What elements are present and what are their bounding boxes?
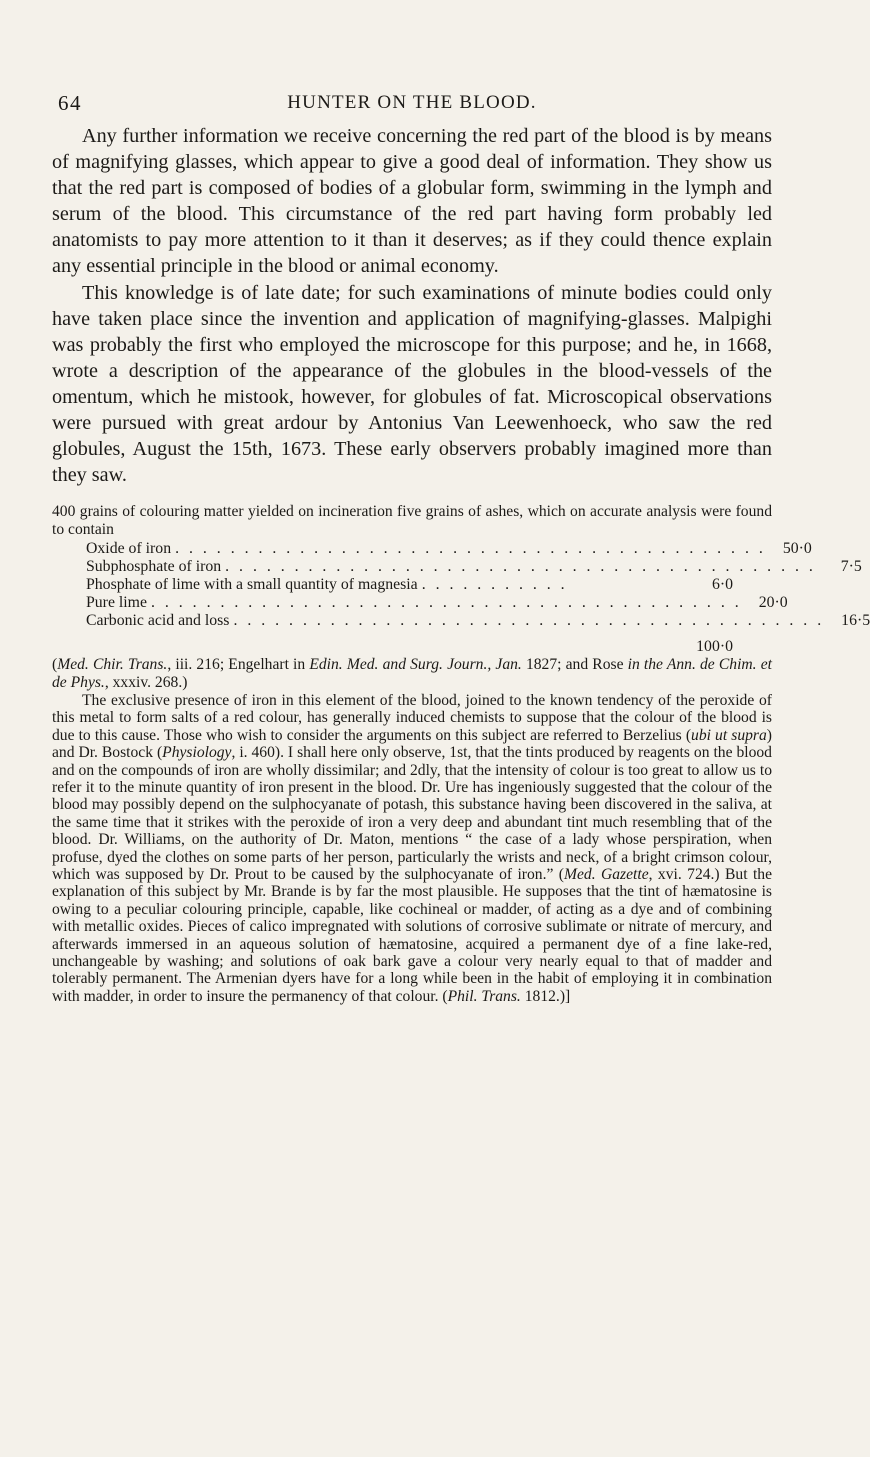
leader-dots: . . . . . . . . . . . . . . . . . . . . . . . . . . . . . . . . . . . . . . . . . . . <box>175 540 766 558</box>
analysis-value: 16·5 <box>841 612 870 630</box>
main-text <box>52 123 772 488</box>
footnote-references <box>52 656 772 691</box>
book-page <box>0 82 870 1457</box>
footnote-intro: 400 grains of colouring matter yielded on incineration five grains of ashes, which on accurate analysis were found to contain <box>52 503 772 538</box>
page-number: 64 <box>58 91 82 115</box>
analysis-substance: Phosphate of lime with a small quantity of magnesia <box>86 576 418 594</box>
analysis-substance: Oxide of iron <box>86 540 172 558</box>
discussion-italic-med-gazette: Med. Gazette <box>564 866 649 883</box>
analysis-row <box>86 576 733 594</box>
discussion-text-1: The exclusive presence of iron in this element of the blood, joined to the known tendency of the peroxide of this metal to form salts of a red colour, has generally induced chemists to suppose that the colour of the blood is due to this cause. Those who wish to consider the arguments on this subject are referred to Berzelius ( <box>52 691 772 744</box>
ref-detail-2: 1827; and Rose <box>521 656 628 674</box>
leader-dots: . . . . . . . . . . . <box>421 576 568 594</box>
analysis-value: 50·0 <box>782 540 812 558</box>
analysis-substance: Carbonic acid and loss <box>86 612 230 630</box>
analysis-value: 20·0 <box>758 594 788 612</box>
running-header <box>52 82 772 120</box>
analysis-value: 6·0 <box>711 576 733 594</box>
discussion-text-5: 1812.)] <box>520 987 571 1005</box>
main-paragraph-1: Any further information we receive concerning the red part of the blood is by means of magnifying glasses, which appear to give a good deal of information. They show us that the red part is composed of bodies of a globular form, swimming in the lymph and serum of the blood. This circumstance of the red part having form probably led anatomists to pay more attention to it than it deserves; as if they could thence explain any essential principle in the blood or animal economy. <box>52 125 772 278</box>
discussion-italic-ubi: ubi ut supra <box>691 726 767 744</box>
discussion-italic-physiology: Physiology <box>162 744 232 762</box>
ref-detail-1: , iii. 216; Engelhart in <box>167 656 310 674</box>
analysis-row <box>86 540 812 558</box>
analysis-row <box>86 612 870 630</box>
analysis-total: 100·0 <box>696 638 733 656</box>
discussion-italic-phil-trans: Phil. Trans. <box>447 987 521 1005</box>
ref-edin-med-surg: Edin. Med. and Surg. Journ., Jan. <box>309 656 522 674</box>
discussion-text-4: , xvi. 724.) But the explanation of this subject by Mr. Brande is by far the most plausible. He supposes that the tint of hæmatosine is owing to a peculiar colouring principle, capable, like cochineal or madder, of acting as a dye and of combining with metallic oxides. Pieces of calico impregnated with solutions of corrosive sublimate or nitrate of mercury, and afterwards immersed in an aqueous solution of hæmatosine, acquired a permanent dye of a fine lake-red, unchangeable by washing; and solutions of oak bark gave a colour very nearly equal to that of madder and tolerably permanent. The Armenian dyers have for a long while been in the habit of employing it in combination with madder, in order to insure the permanency of that colour. ( <box>52 866 772 1005</box>
main-paragraph-2: This knowledge is of late date; for such examinations of minute bodies could only have taken place since the invention and application of magnifying-glasses. Malpighi was probably the first who employed the microscope for this purpose; and he, in 1668, wrote a description of the appearance of the globules in the blood-vessels of the omentum, which he mistook, however, for globules of fat. Microscopical observations were pursued with great ardour by Antonius Van Leewenhoeck, who saw the red globules, August the 15th, 1673. These early observers probably imagined more than they saw. <box>52 281 772 487</box>
footnote <box>52 503 870 1005</box>
analysis-row <box>86 558 862 576</box>
analysis-substance: Pure lime <box>86 594 147 612</box>
analysis-value: 7·5 <box>840 558 862 576</box>
discussion-text-2: ) and Dr. Bostock ( <box>52 726 772 762</box>
footnote-discussion <box>52 692 772 1005</box>
ref-open-paren: ( <box>52 656 58 674</box>
running-title: HUNTER ON THE BLOOD. <box>287 92 537 113</box>
analysis-row <box>86 594 788 612</box>
ref-detail-3: , xxxiv. 268.) <box>104 673 188 691</box>
discussion-text-3: , i. 460). I shall here only observe, 1st, that the tints produced by reagents on the blood and on the compounds of iron are wholly dissimilar; and 2dly, that the intensity of colour is too great to allow us to refer it to the minute quantity of iron present in the blood. Dr. Ure has ingeniously suggested that the colour of the blood may possibly depend on the sulphocyanate of potash, this substance having been discovered in the saliva, at the same time that it strikes with the peroxide of iron a very deep and abundant tint much resembling that of the blood. Dr. Williams, on the authority of Dr. Maton, mentions “ the case of a lady whose perspiration, when profuse, dyed the clothes on some parts of her person, particularly the wrists and neck, of a bright crimson colour, which was supposed by Dr. Prout to be caused by the sulphocyanate of iron.” ( <box>52 744 772 883</box>
leader-dots: . . . . . . . . . . . . . . . . . . . . . . . . . . . . . . . . . . . . . . . . . . . <box>150 594 742 612</box>
analysis-table <box>86 540 870 656</box>
ref-ann-chim-phys: in the Ann. de Chim. et de Phys. <box>52 656 772 691</box>
ref-med-chir-trans: Med. Chir. Trans. <box>57 656 168 674</box>
analysis-total-row <box>86 638 733 656</box>
leader-dots: . . . . . . . . . . . . . . . . . . . . . . . . . . . . . . . . . . . . . . . . . . . <box>233 612 825 630</box>
leader-dots: . . . . . . . . . . . . . . . . . . . . . . . . . . . . . . . . . . . . . . . . . . . <box>225 558 816 576</box>
analysis-substance: Subphosphate of iron <box>86 558 222 576</box>
